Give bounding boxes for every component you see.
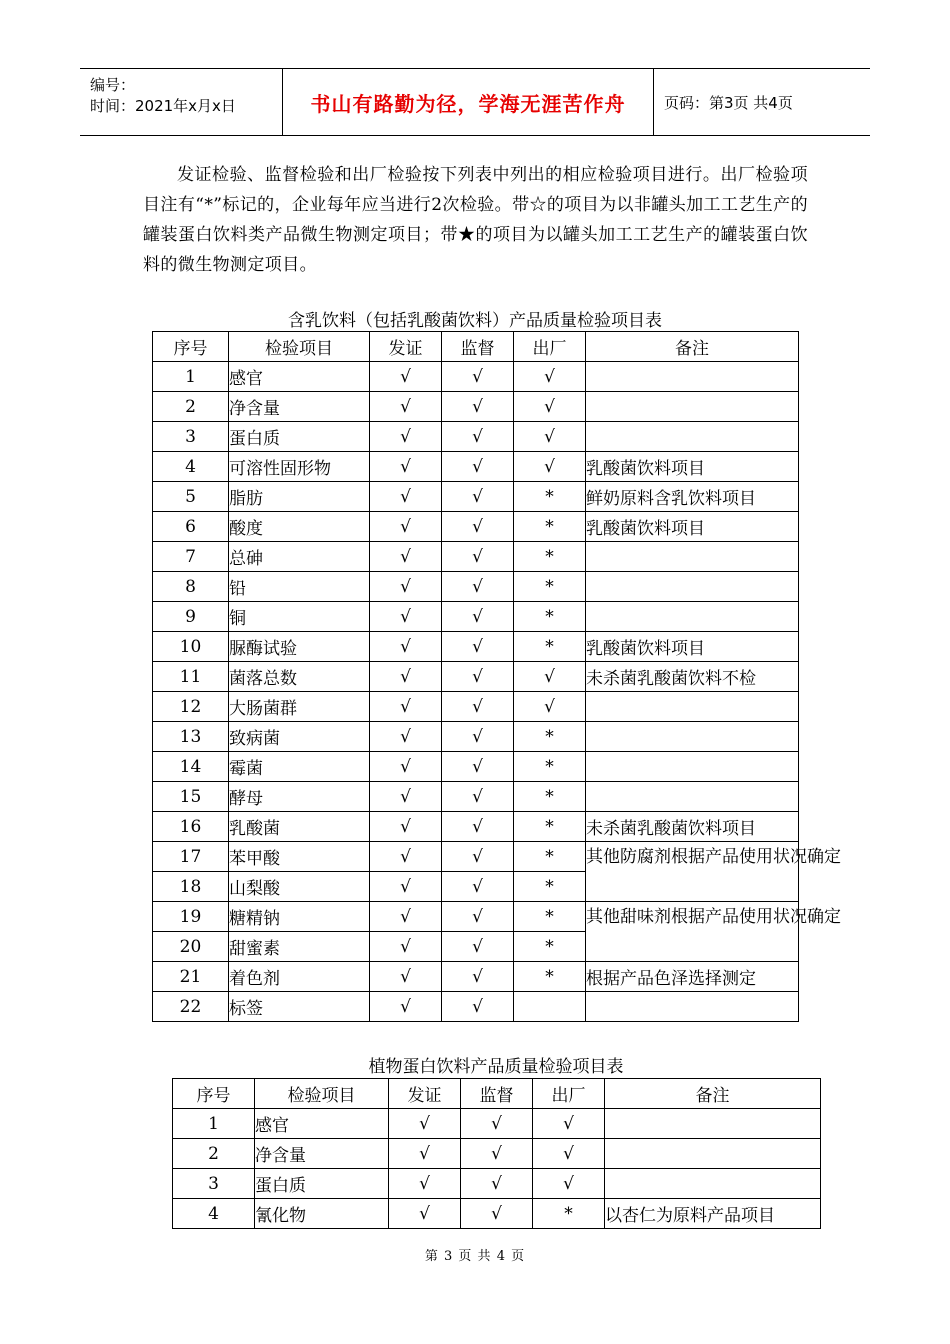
- document-date-label: 时间：2021年x月x日: [90, 97, 236, 115]
- row-factory-mark: *: [514, 812, 586, 842]
- row-item: 蛋白质: [229, 422, 370, 452]
- header-meta: [80, 69, 282, 135]
- table-row: [153, 632, 799, 662]
- row-issue-mark: √: [370, 362, 442, 392]
- row-item: 总砷: [229, 542, 370, 572]
- row-number: 1: [153, 362, 229, 392]
- row-number: 17: [153, 842, 229, 872]
- row-supervise-mark: √: [442, 632, 514, 662]
- col-header-issue: 发证: [389, 1079, 461, 1109]
- row-note-merged: 其他防腐剂根据产品使用状况确定: [586, 842, 799, 902]
- row-factory-mark: *: [514, 872, 586, 902]
- row-supervise-mark: √: [442, 602, 514, 632]
- table-row: [153, 422, 799, 452]
- row-supervise-mark: √: [442, 752, 514, 782]
- table2-body: [173, 1109, 821, 1229]
- row-issue-mark: √: [370, 452, 442, 482]
- col-header-factory: 出厂: [533, 1079, 605, 1109]
- row-issue-mark: √: [389, 1199, 461, 1229]
- row-issue-mark: √: [370, 482, 442, 512]
- row-item: 山梨酸: [229, 872, 370, 902]
- table-row: [153, 962, 799, 992]
- row-issue-mark: √: [370, 602, 442, 632]
- table2-header-row: [173, 1079, 821, 1109]
- row-note: 未杀菌乳酸菌饮料不检: [586, 662, 799, 692]
- row-issue-mark: √: [370, 512, 442, 542]
- page-footer: 第 3 页 共 4 页: [424, 1249, 526, 1264]
- row-factory-mark: *: [514, 752, 586, 782]
- row-factory-mark: *: [514, 632, 586, 662]
- row-number: 12: [153, 692, 229, 722]
- row-number: 19: [153, 902, 229, 932]
- row-factory-mark: *: [514, 512, 586, 542]
- row-issue-mark: √: [370, 752, 442, 782]
- table-row: [173, 1109, 821, 1139]
- row-issue-mark: √: [370, 962, 442, 992]
- document-number-label: 编号：: [90, 76, 136, 94]
- table2-plant-protein-beverage: [172, 1078, 821, 1229]
- row-item: 感官: [229, 362, 370, 392]
- row-note-merged: 其他甜味剂根据产品使用状况确定: [586, 902, 799, 962]
- row-item: 净含量: [255, 1139, 389, 1169]
- row-item: 铅: [229, 572, 370, 602]
- table-row: [173, 1169, 821, 1199]
- row-item: 菌落总数: [229, 662, 370, 692]
- row-factory-mark: *: [514, 542, 586, 572]
- row-issue-mark: √: [389, 1169, 461, 1199]
- row-factory-mark: √: [514, 362, 586, 392]
- table2-caption: 植物蛋白饮料产品质量检验项目表: [368, 1057, 624, 1077]
- row-issue-mark: √: [370, 392, 442, 422]
- col-header-supervise: 监督: [442, 332, 514, 362]
- row-issue-mark: √: [370, 872, 442, 902]
- table-row: [153, 482, 799, 512]
- row-number: 2: [173, 1139, 255, 1169]
- row-item: 甜蜜素: [229, 932, 370, 962]
- row-supervise-mark: √: [442, 422, 514, 452]
- row-item: 氰化物: [255, 1199, 389, 1229]
- table1-caption: 含乳饮料（包括乳酸菌饮料）产品质量检验项目表: [288, 311, 662, 331]
- row-factory-mark: √: [514, 422, 586, 452]
- col-header-supervise: 监督: [461, 1079, 533, 1109]
- row-number: 14: [153, 752, 229, 782]
- row-note: [586, 992, 799, 1022]
- row-item: 酸度: [229, 512, 370, 542]
- table-row: [173, 1139, 821, 1169]
- row-item: 致病菌: [229, 722, 370, 752]
- row-issue-mark: √: [370, 932, 442, 962]
- row-number: 11: [153, 662, 229, 692]
- row-item: 霉菌: [229, 752, 370, 782]
- row-supervise-mark: √: [461, 1139, 533, 1169]
- intro-paragraph: 发证检验、监督检验和出厂检验按下列表中列出的相应检验项目进行。出厂检验项目注有“*”标记的，企业每年应当进行2次检验。带☆的项目为以非罐头加工工艺生产的罐装蛋白饮料类产品微生物测定项目；带★的项目为以罐头加工工艺生产的罐装蛋白饮料的微生物测定项目。: [143, 165, 808, 275]
- row-issue-mark: √: [370, 542, 442, 572]
- row-supervise-mark: √: [442, 392, 514, 422]
- row-factory-mark: √: [514, 392, 586, 422]
- header-page-number: 页码：第3页 共4页: [664, 93, 793, 112]
- row-note: [605, 1169, 821, 1199]
- row-note: [586, 362, 799, 392]
- row-issue-mark: √: [370, 992, 442, 1022]
- row-note: 乳酸菌饮料项目: [586, 632, 799, 662]
- row-issue-mark: √: [370, 692, 442, 722]
- col-header-no: 序号: [153, 332, 229, 362]
- row-factory-mark: *: [514, 932, 586, 962]
- row-factory-mark: √: [514, 662, 586, 692]
- table-row: [153, 842, 799, 872]
- row-note: [586, 572, 799, 602]
- row-factory-mark: *: [514, 602, 586, 632]
- row-number: 9: [153, 602, 229, 632]
- row-supervise-mark: √: [442, 662, 514, 692]
- row-number: 10: [153, 632, 229, 662]
- row-item: 糖精钠: [229, 902, 370, 932]
- row-number: 2: [153, 392, 229, 422]
- col-header-item: 检验项目: [255, 1079, 389, 1109]
- row-issue-mark: √: [370, 902, 442, 932]
- row-note: [586, 542, 799, 572]
- row-issue-mark: √: [370, 422, 442, 452]
- row-supervise-mark: √: [442, 962, 514, 992]
- row-number: 20: [153, 932, 229, 962]
- row-factory-mark: √: [514, 692, 586, 722]
- row-supervise-mark: √: [442, 362, 514, 392]
- row-factory-mark: √: [533, 1109, 605, 1139]
- row-number: 22: [153, 992, 229, 1022]
- col-header-note: 备注: [605, 1079, 821, 1109]
- table-row: [153, 392, 799, 422]
- row-number: 1: [173, 1109, 255, 1139]
- row-issue-mark: √: [370, 662, 442, 692]
- row-factory-mark: √: [533, 1169, 605, 1199]
- row-note: [586, 752, 799, 782]
- row-factory-mark: √: [514, 452, 586, 482]
- col-header-no: 序号: [173, 1079, 255, 1109]
- row-supervise-mark: √: [442, 782, 514, 812]
- row-supervise-mark: √: [442, 482, 514, 512]
- col-header-item: 检验项目: [229, 332, 370, 362]
- row-supervise-mark: √: [442, 812, 514, 842]
- col-header-factory: 出厂: [514, 332, 586, 362]
- page-header: [80, 68, 870, 136]
- row-item: 蛋白质: [255, 1169, 389, 1199]
- table-row: [153, 572, 799, 602]
- row-factory-mark: *: [514, 782, 586, 812]
- table-row: [153, 992, 799, 1022]
- row-factory-mark: *: [514, 902, 586, 932]
- row-number: 15: [153, 782, 229, 812]
- table-row: [153, 722, 799, 752]
- row-supervise-mark: √: [442, 872, 514, 902]
- table-row: [153, 812, 799, 842]
- row-factory-mark: *: [514, 962, 586, 992]
- row-item: 脂肪: [229, 482, 370, 512]
- row-factory-mark: [514, 992, 586, 1022]
- row-factory-mark: *: [514, 842, 586, 872]
- table-row: [153, 662, 799, 692]
- row-item: 净含量: [229, 392, 370, 422]
- row-note: [605, 1139, 821, 1169]
- table-row: [153, 902, 799, 932]
- table-row: [153, 752, 799, 782]
- row-note: 乳酸菌饮料项目: [586, 512, 799, 542]
- table-row: [173, 1199, 821, 1229]
- row-factory-mark: *: [533, 1199, 605, 1229]
- row-note: 以杏仁为原料产品项目: [605, 1199, 821, 1229]
- row-issue-mark: √: [370, 572, 442, 602]
- row-item: 可溶性固形物: [229, 452, 370, 482]
- row-issue-mark: √: [370, 812, 442, 842]
- row-factory-mark: *: [514, 572, 586, 602]
- row-factory-mark: √: [533, 1139, 605, 1169]
- row-item: 酵母: [229, 782, 370, 812]
- row-item: 乳酸菌: [229, 812, 370, 842]
- row-number: 18: [153, 872, 229, 902]
- row-number: 3: [173, 1169, 255, 1199]
- row-note: [586, 692, 799, 722]
- row-note: [586, 722, 799, 752]
- table-row: [153, 782, 799, 812]
- row-item: 脲酶试验: [229, 632, 370, 662]
- row-supervise-mark: √: [442, 722, 514, 752]
- row-note: 根据产品色泽选择测定: [586, 962, 799, 992]
- row-note: [586, 782, 799, 812]
- row-number: 13: [153, 722, 229, 752]
- row-issue-mark: √: [370, 632, 442, 662]
- table-row: [153, 452, 799, 482]
- table-row: [153, 602, 799, 632]
- row-number: 8: [153, 572, 229, 602]
- row-note: [605, 1109, 821, 1139]
- row-supervise-mark: √: [461, 1169, 533, 1199]
- table-row: [153, 692, 799, 722]
- row-supervise-mark: √: [442, 842, 514, 872]
- header-motto: 书山有路勤为径，学海无涯苦作舟: [282, 69, 654, 135]
- row-issue-mark: √: [389, 1139, 461, 1169]
- row-supervise-mark: √: [442, 932, 514, 962]
- row-note: 未杀菌乳酸菌饮料项目: [586, 812, 799, 842]
- row-supervise-mark: √: [442, 992, 514, 1022]
- row-number: 7: [153, 542, 229, 572]
- row-issue-mark: √: [370, 782, 442, 812]
- row-number: 4: [173, 1199, 255, 1229]
- row-item: 苯甲酸: [229, 842, 370, 872]
- row-number: 16: [153, 812, 229, 842]
- row-supervise-mark: √: [461, 1199, 533, 1229]
- row-issue-mark: √: [370, 842, 442, 872]
- row-supervise-mark: √: [461, 1109, 533, 1139]
- row-item: 标签: [229, 992, 370, 1022]
- row-factory-mark: *: [514, 482, 586, 512]
- table1-milk-beverage: [152, 331, 841, 1022]
- row-issue-mark: √: [389, 1109, 461, 1139]
- row-supervise-mark: √: [442, 572, 514, 602]
- row-number: 3: [153, 422, 229, 452]
- row-number: 21: [153, 962, 229, 992]
- row-item: 感官: [255, 1109, 389, 1139]
- row-supervise-mark: √: [442, 902, 514, 932]
- row-issue-mark: √: [370, 722, 442, 752]
- table1-body: [153, 362, 841, 1022]
- row-supervise-mark: √: [442, 452, 514, 482]
- row-note: 乳酸菌饮料项目: [586, 452, 799, 482]
- table-row: [153, 542, 799, 572]
- row-note: [586, 422, 799, 452]
- row-note: 鲜奶原料含乳饮料项目: [586, 482, 799, 512]
- row-item: 铜: [229, 602, 370, 632]
- row-number: 5: [153, 482, 229, 512]
- table1-header-row: [153, 332, 799, 362]
- col-header-note: 备注: [586, 332, 799, 362]
- row-supervise-mark: √: [442, 542, 514, 572]
- row-item: 着色剂: [229, 962, 370, 992]
- row-note: [586, 602, 799, 632]
- row-supervise-mark: √: [442, 512, 514, 542]
- row-number: 6: [153, 512, 229, 542]
- row-supervise-mark: √: [442, 692, 514, 722]
- col-header-issue: 发证: [370, 332, 442, 362]
- row-factory-mark: *: [514, 722, 586, 752]
- table-row: [153, 512, 799, 542]
- row-note: [586, 392, 799, 422]
- row-item: 大肠菌群: [229, 692, 370, 722]
- table-row: [153, 362, 799, 392]
- row-number: 4: [153, 452, 229, 482]
